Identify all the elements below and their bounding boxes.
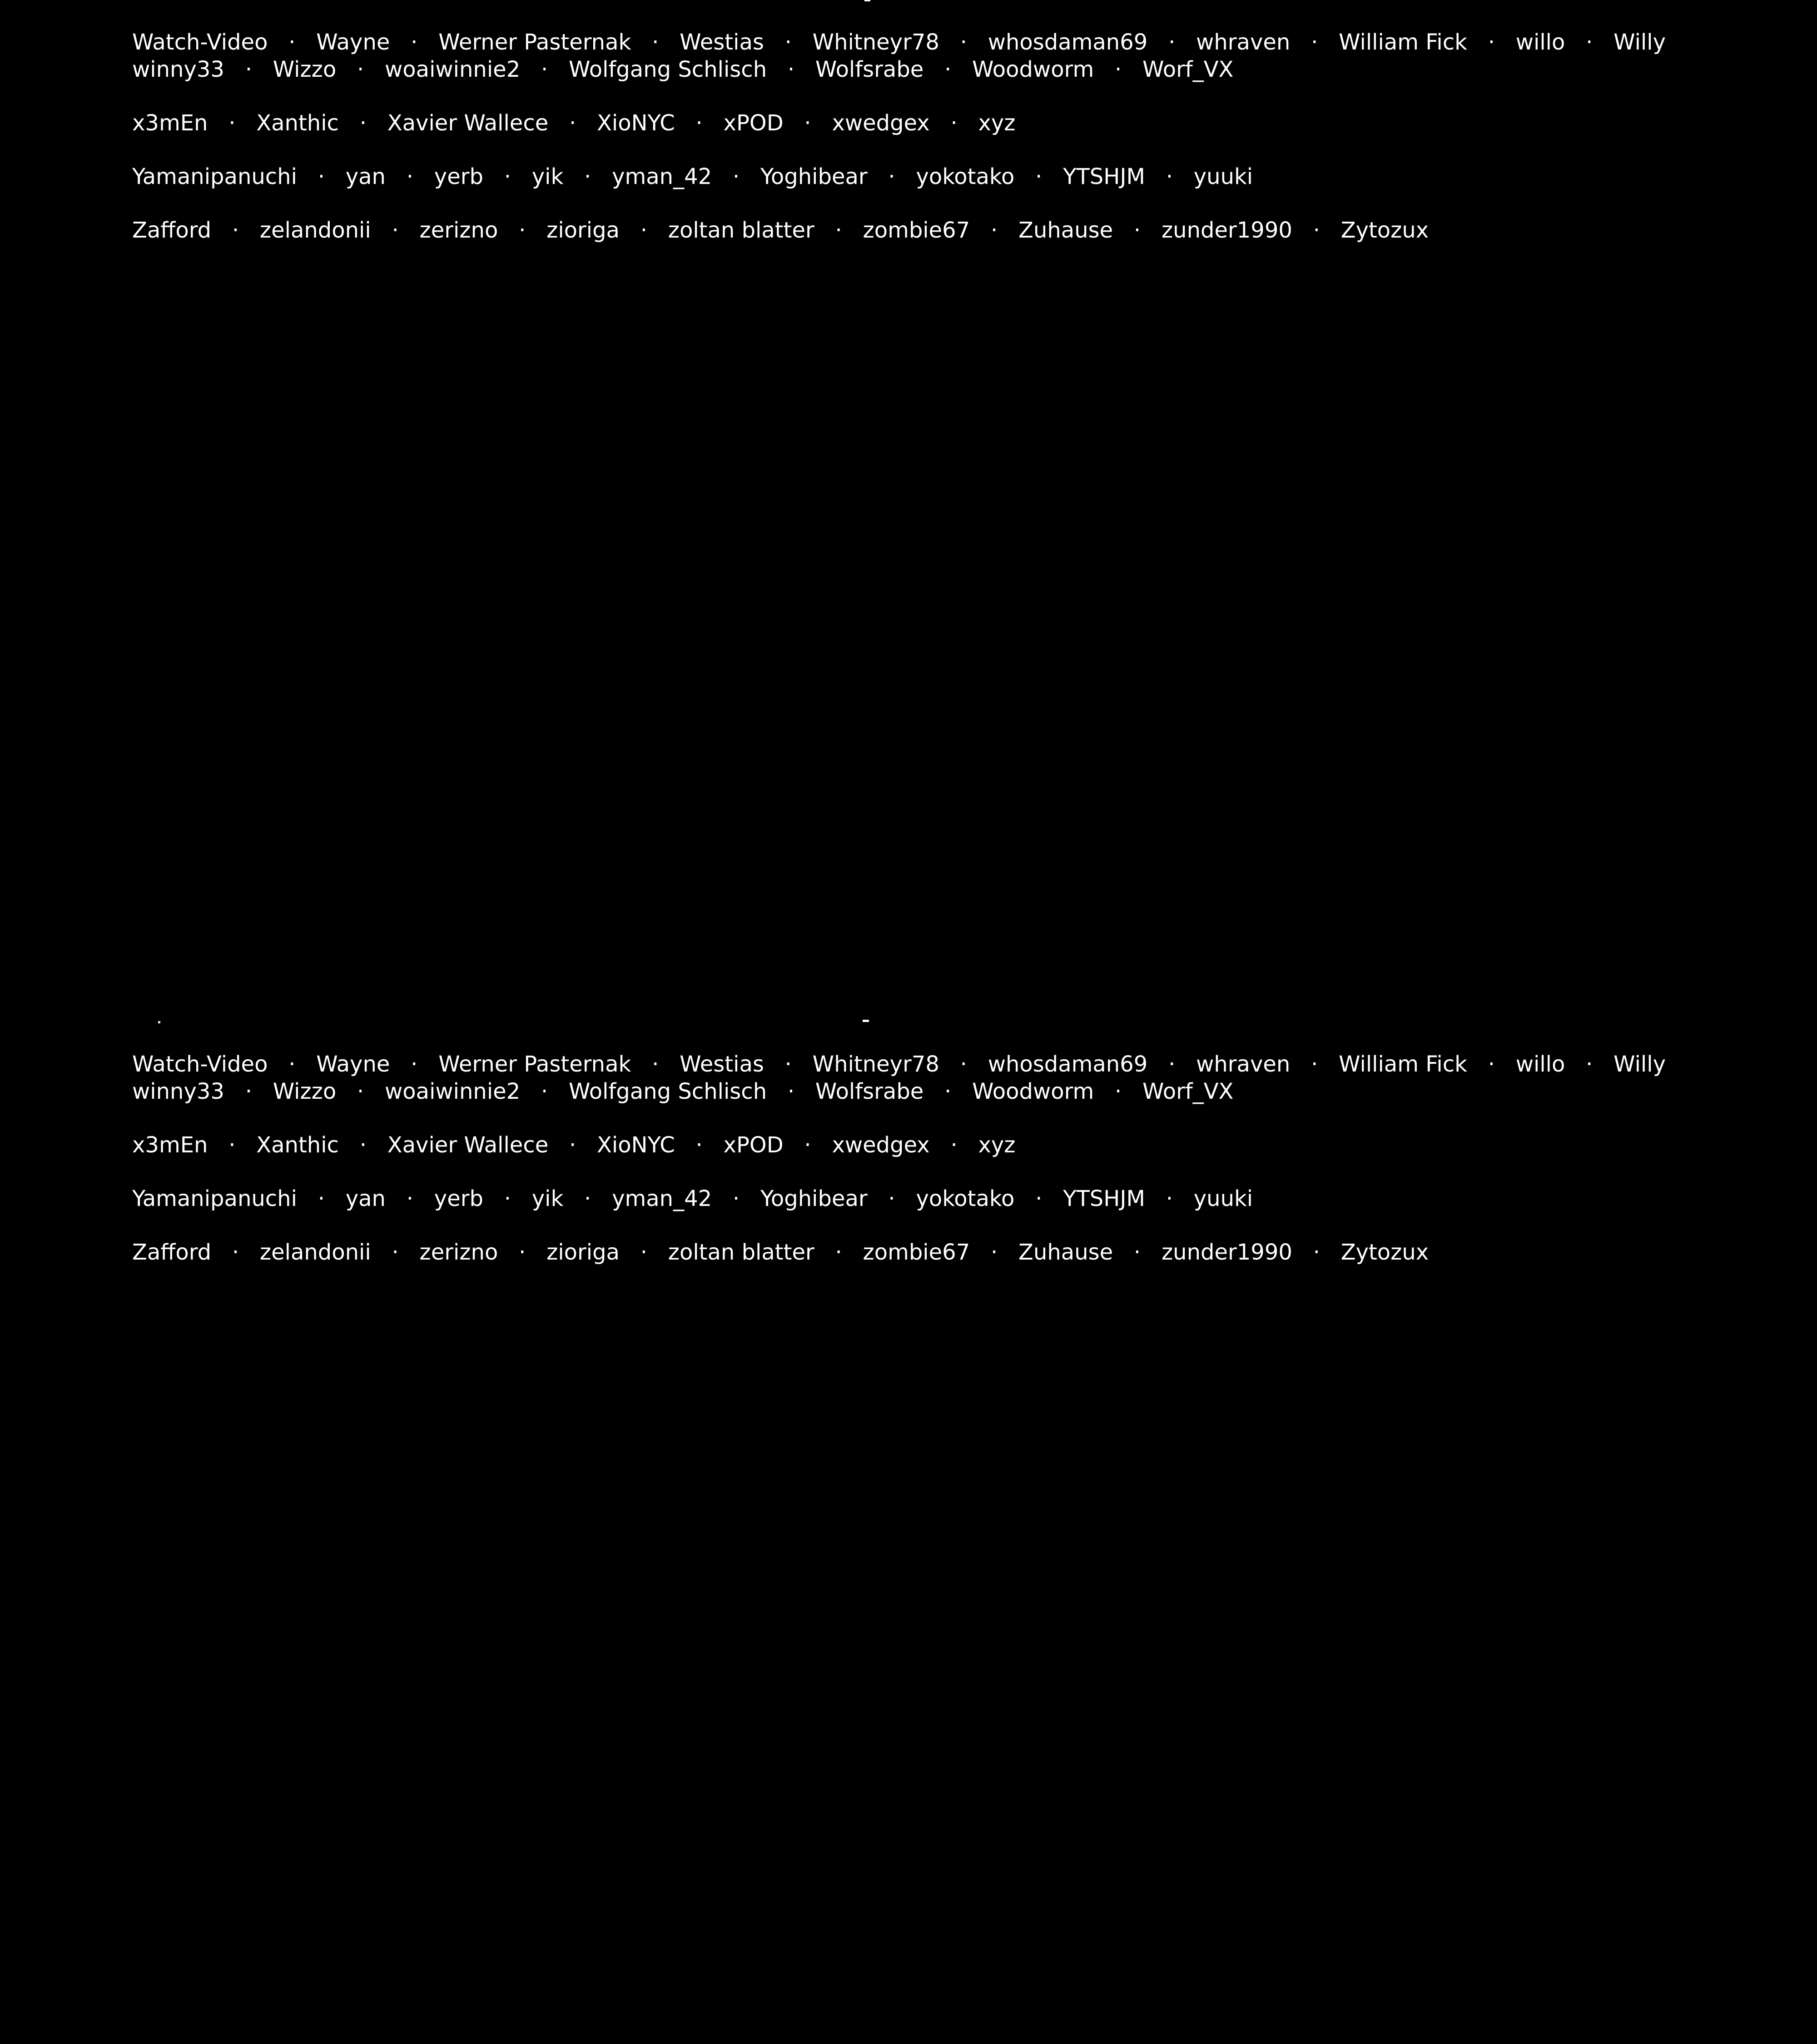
names-paragraph-x (132, 109, 1749, 137)
names-line: winny33 · Wizzo · woaiwinnie2 · Wolfgang Schlisch · Wolfsrabe · Woodworm · Worf_VX (132, 1079, 1234, 1104)
names-line: Zafford · zelandonii · zerizno · zioriga · zoltan blatter · zombie67 · Zuhause · zunder1990 · Zytozux (132, 218, 1429, 243)
names-line: Yamanipanuchi · yan · yerb · yik · yman_42 · Yoghibear · yokotako · YTSHJM · yuuki (132, 1186, 1253, 1211)
names-paragraph-z (132, 217, 1749, 244)
divider-dash-fragment (864, 0, 870, 1)
names-roster-block-1 (132, 29, 1749, 270)
names-paragraph-z (132, 1239, 1749, 1266)
divider-dot-mark (158, 1021, 160, 1023)
names-line: x3mEn · Xanthic · Xavier Wallece · XioNYC · xPOD · xwedgex · xyz (132, 1132, 1016, 1158)
names-line: winny33 · Wizzo · woaiwinnie2 · Wolfgang Schlisch · Wolfsrabe · Woodworm · Worf_VX (132, 57, 1234, 82)
names-paragraph-w (132, 1051, 1749, 1105)
names-line: Watch-Video · Wayne · Werner Pasternak · Westias · Whitneyr78 · whosdaman69 · whraven · William Fick · willo · Willy (132, 1052, 1666, 1077)
names-line: Yamanipanuchi · yan · yerb · yik · yman_42 · Yoghibear · yokotako · YTSHJM · yuuki (132, 164, 1253, 189)
names-line: Zafford · zelandonii · zerizno · zioriga · zoltan blatter · zombie67 · Zuhause · zunder1990 · Zytozux (132, 1240, 1429, 1265)
names-paragraph-w (132, 29, 1749, 83)
names-paragraph-x (132, 1131, 1749, 1159)
divider-dash-mark (863, 1020, 869, 1022)
names-paragraph-y (132, 1185, 1749, 1212)
names-paragraph-y (132, 163, 1749, 190)
names-line: Watch-Video · Wayne · Werner Pasternak · Westias · Whitneyr78 · whosdaman69 · whraven · William Fick · willo · Willy (132, 30, 1666, 55)
names-line: x3mEn · Xanthic · Xavier Wallece · XioNYC · xPOD · xwedgex · xyz (132, 110, 1016, 136)
names-roster-block-2 (132, 1051, 1749, 1292)
